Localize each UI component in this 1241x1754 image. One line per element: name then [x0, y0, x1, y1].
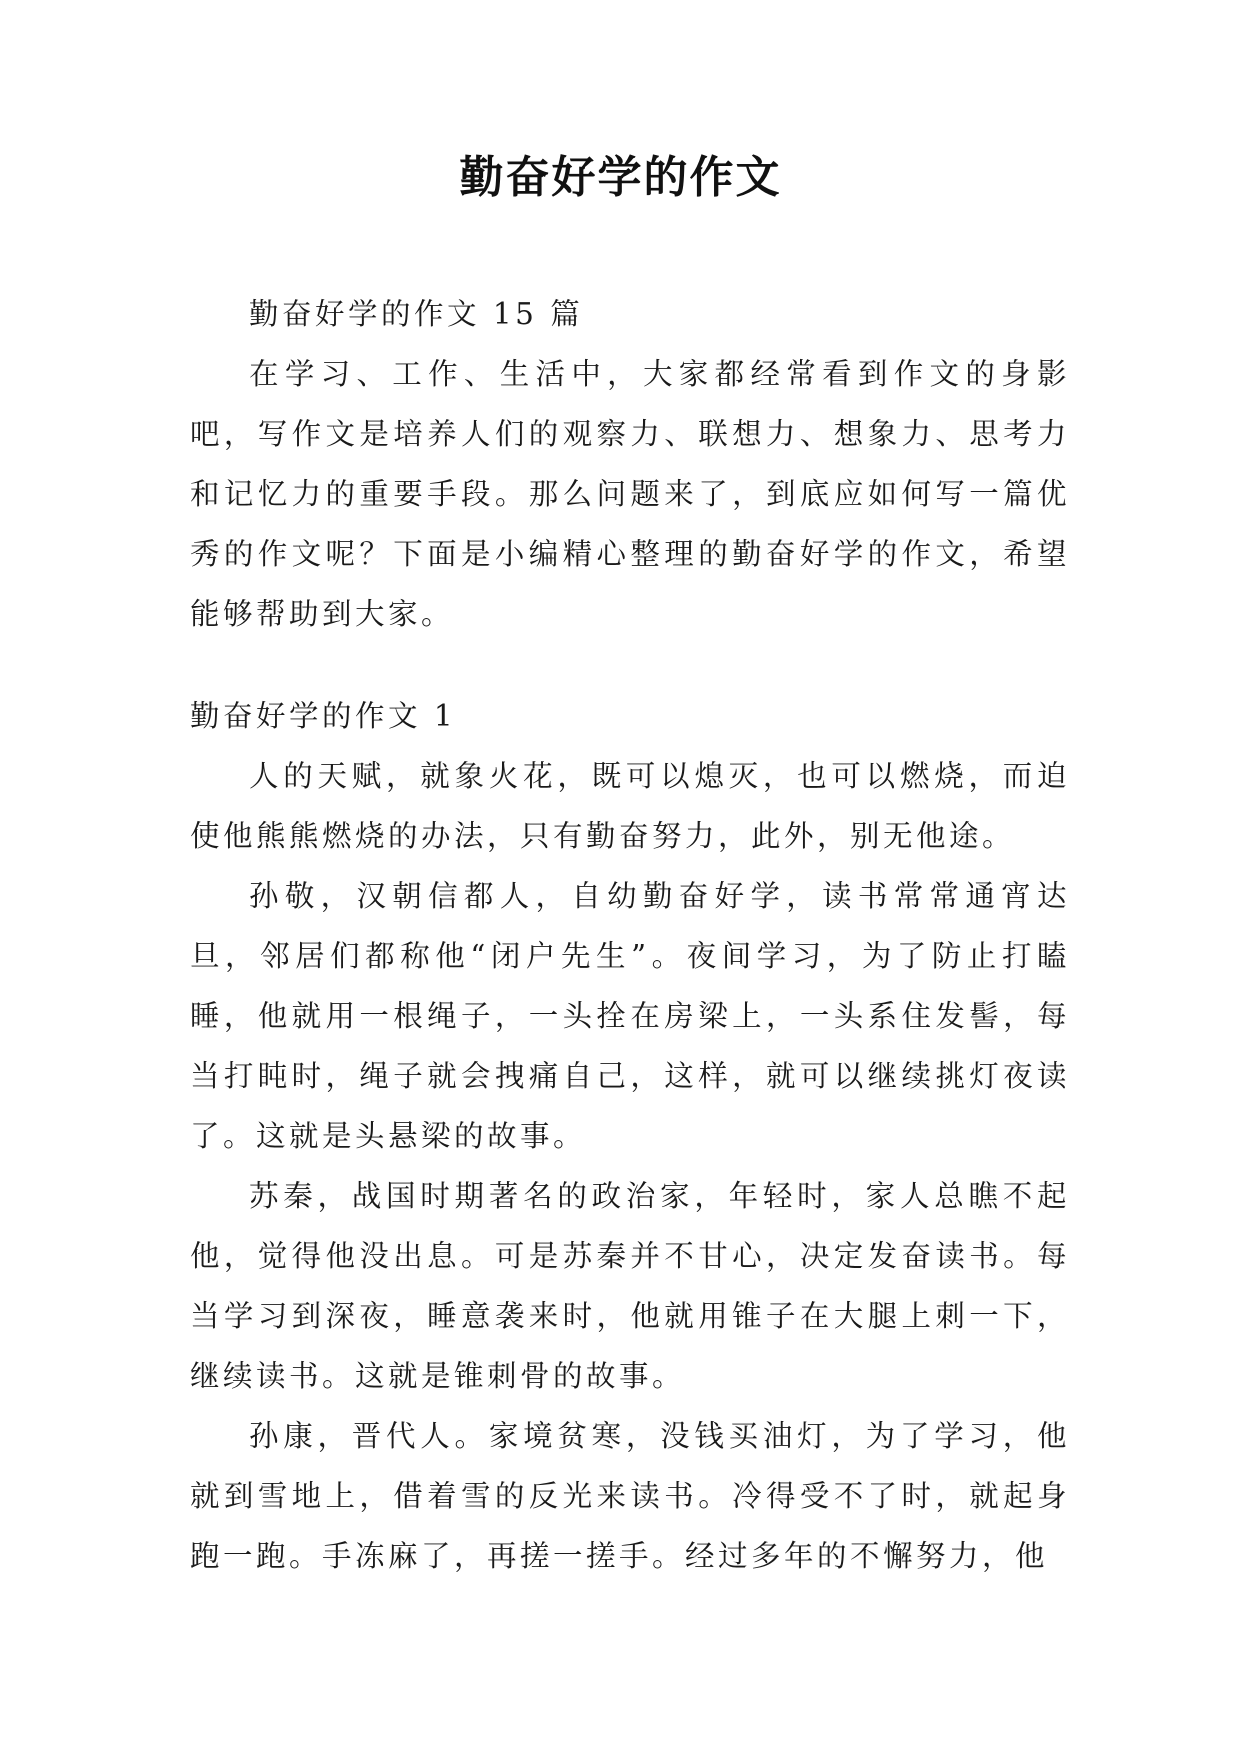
- document-body: [190, 284, 1070, 1586]
- document-subtitle: 勤奋好学的作文 15 篇: [249, 297, 584, 331]
- section-heading: 勤奋好学的作文 1: [190, 699, 457, 733]
- body-paragraph: 孙康，晋代人。家境贫寒，没钱买油灯，为了学习，他就到雪地上，借着雪的反光来读书。冷得受不了时，就起身跑一跑。手冻麻了，再搓一搓手。经过多年的不懈努力，他: [190, 1419, 1070, 1573]
- body-paragraph: 人的天赋，就象火花，既可以熄灭，也可以燃烧，而迫使他熊熊燃烧的办法，只有勤奋努力，此外，别无他途。: [190, 759, 1070, 853]
- body-paragraph: 孙敬，汉朝信都人，自幼勤奋好学，读书常常通宵达旦，邻居们都称他“闭户先生”。夜间学习，为了防止打瞌睡，他就用一根绳子，一头拴在房梁上，一头系住发髻，每当打盹时，绳子就会拽痛自己，这样，就可以继续挑灯夜读了。这就是头悬梁的故事。: [190, 879, 1070, 1153]
- document-title: 勤奋好学的作文: [459, 152, 782, 203]
- intro-paragraph: 在学习、工作、生活中，大家都经常看到作文的身影吧，写作文是培养人们的观察力、联想力、想象力、思考力和记忆力的重要手段。那么问题来了，到底应如何写一篇优秀的作文呢？下面是小编精心整理的勤奋好学的作文，希望能够帮助到大家。: [190, 357, 1070, 631]
- body-paragraph: 苏秦，战国时期著名的政治家，年轻时，家人总瞧不起他，觉得他没出息。可是苏秦并不甘心，决定发奋读书。每当学习到深夜，睡意袭来时，他就用锥子在大腿上刺一下，继续读书。这就是锥刺骨的故事。: [190, 1179, 1070, 1393]
